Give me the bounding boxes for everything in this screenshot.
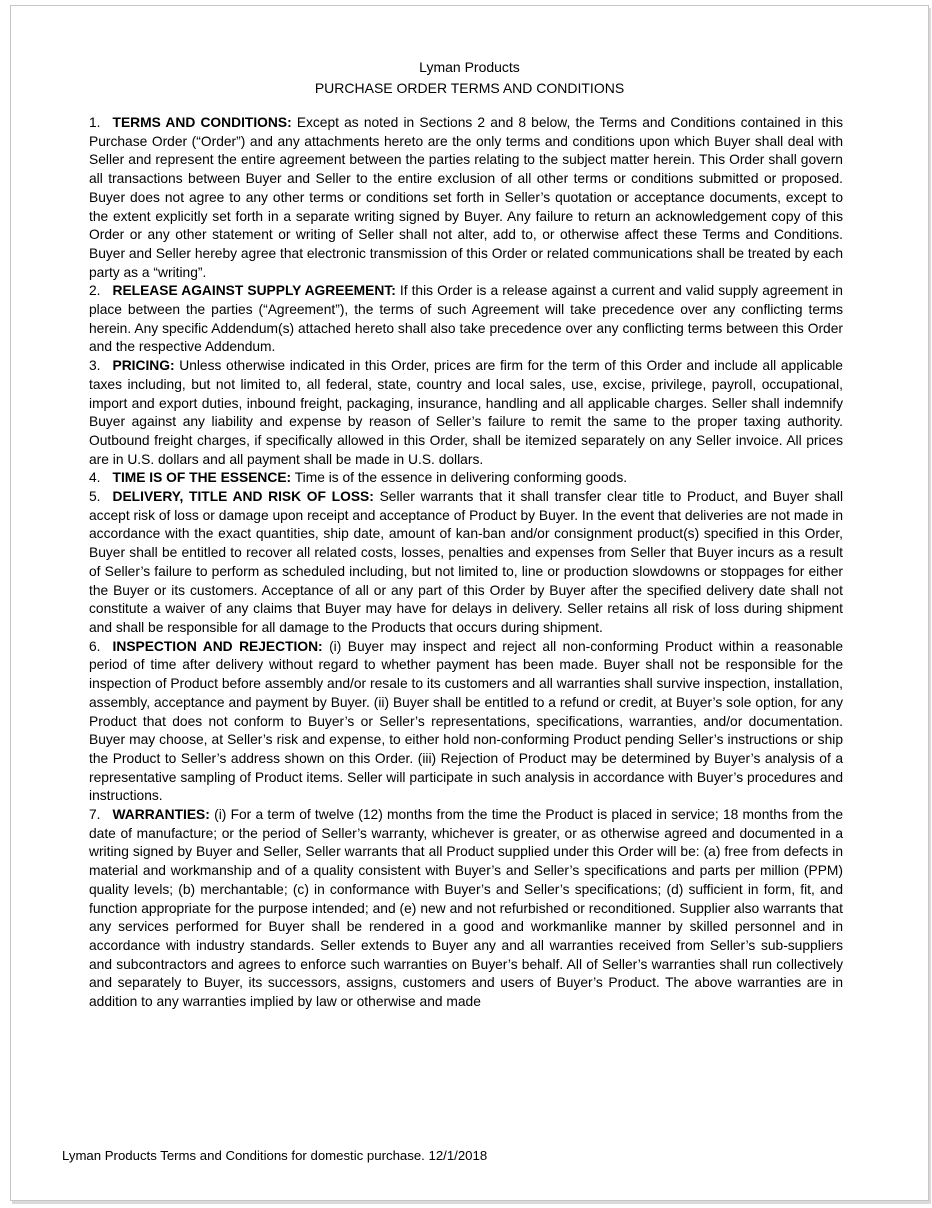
section-heading: TIME IS OF THE ESSENCE: <box>112 470 292 486</box>
section-release-against-supply-agreement <box>89 282 843 357</box>
section-number: 3. <box>89 358 101 374</box>
section-number: 6. <box>89 638 101 654</box>
section-warranties <box>89 806 843 1012</box>
section-number: 4. <box>89 470 101 486</box>
document-subtitle: PURCHASE ORDER TERMS AND CONDITIONS <box>314 80 625 96</box>
document-header <box>11 6 928 99</box>
section-pricing <box>89 357 843 469</box>
section-body-text: Seller warrants that it shall transfer clear title to Product, and Buyer shall accept risk of loss or damage upon receipt and acceptance of Product by Buyer. In the event that deliveries are not made in accordance with the exact quantities, ship date, amount of kan-ban and/or consignment product(s) specified in this Order, Buyer shall be entitled to recover all related costs, losses, penalties and expenses from Seller that Buyer incurs as a result of Seller’s failure to perform as scheduled including, but not limited to, line or production slowdowns or stoppages for either the Buyer or its customers. Acceptance of all or any part of this Order by Buyer after the specified delivery date shall not constitute a waiver of any claims that Buyer may have for delays in delivery. Seller retains all risk of loss during shipment and shall be responsible for all damage to the Products that occurs during shipment. <box>89 489 844 635</box>
section-heading: DELIVERY, TITLE AND RISK OF LOSS: <box>112 489 374 505</box>
document-body <box>11 114 928 1012</box>
section-heading: RELEASE AGAINST SUPPLY AGREEMENT: <box>112 283 396 299</box>
section-time-is-of-the-essence <box>89 469 843 488</box>
section-delivery-title-risk-of-loss <box>89 488 843 638</box>
section-number: 5. <box>89 489 101 505</box>
section-body-text: Unless otherwise indicated in this Order, prices are firm for the term of this Order and include all applicable taxes including, but not limited to, all federal, state, country and local sales, use, excise, privilege, payroll, occupational, import and export duties, inbound freight, packaging, insurance, handling and all applicable charges. Seller shall indemnify Buyer against any liability and expense by reason of Seller’s failure to remit the same to the proper taxing authority. Outbound freight charges, if specifically allowed in this Order, shall be itemized separately on any Seller invoice. All prices are in U.S. dollars and all payment shall be made in U.S. dollars. <box>89 358 843 467</box>
section-number: 7. <box>89 807 101 823</box>
page-footer: Lyman Products Terms and Conditions for domestic purchase. 12/1/2018 <box>62 1148 488 1163</box>
section-body-text: (i) For a term of twelve (12) months from the time the Product is placed in service; 18 months from the date of manufacture; or the period of Seller’s warranty, whichever is greater, or as otherwise agreed and documented in a writing signed by Buyer and Seller, Seller warrants that all Product supplied under this Order will be: (a) free from defects in material and workmanship and of a quality consistent with Buyer’s and Seller’s specifications and parts per million (PPM) quality levels; (b) merchantable; (c) in conformance with Buyer’s and Seller’s specifications; (d) sufficient in form, fit, and function appropriate for the purpose intended; and (e) new and not refurbished or reconditioned. Supplier also warrants that any services performed for Buyer shall be rendered in a good and workmanlike manner by skilled personnel and in accordance with industry standards. Seller extends to Buyer any and all warranties received from Seller’s sub-suppliers and subcontractors and agrees to enforce such warranties on Buyer’s behalf. All of Seller’s warranties shall run collectively and separately to Buyer, its successors, assigns, customers and users of Buyer’s Product. The above warranties are in addition to any warranties implied by law or otherwise and made <box>89 807 843 1010</box>
document-title: Lyman Products <box>419 59 520 75</box>
section-number: 2. <box>89 283 101 299</box>
section-heading: PRICING: <box>112 358 175 374</box>
section-heading: WARRANTIES: <box>112 807 210 823</box>
section-body-text: Except as noted in Sections 2 and 8 below, the Terms and Conditions contained in this Purchase Order (“Order”) and any attachments hereto are the only terms and conditions upon which Buyer shall deal with Seller and represent the entire agreement between the parties relating to the subject matter herein. This Order shall govern all transactions between Buyer and Seller to the entire exclusion of all other terms or conditions submitted or proposed. Buyer does not agree to any other terms or conditions set forth in Seller’s quotation or acceptance documents, except to the extent explicitly set forth in a separate writing signed by Buyer. Any failure to return an acknowledgement copy of this Order or any other statement or writing of Seller shall not alter, add to, or otherwise affect these Terms and Conditions. Buyer and Seller hereby agree that electronic transmission of this Order or related communications shall be treated by each party as a “writing”. <box>89 115 843 280</box>
section-body-text: If this Order is a release against a current and valid supply agreement in place between the parties (“Agreement”), the terms of such Agreement will take precedence over any conflicting terms herein. Any specific Addendum(s) attached hereto shall also take precedence over any conflicting terms between this Order and the respective Addendum. <box>89 283 843 355</box>
section-body-text: (i) Buyer may inspect and reject all non-conforming Product within a reasonable period of time after delivery without regard to whether payment has been made. Buyer shall not be responsible for the inspection of Product before assembly and/or resale to its customers and all warranties shall survive inspection, installation, assembly, acceptance and payment by Buyer. (ii) Buyer shall be entitled to a refund or credit, at Buyer’s sole option, for any Product that does not conform to Buyer’s or Seller’s representations, specifications, warranties, and/or documentation. Buyer may choose, at Seller’s risk and expense, to either hold non-conforming Product pending Seller’s instructions or ship the Product to Seller’s address shown on this Order. (iii) Rejection of Product may be determined by Buyer’s analysis of a representative sampling of Product items. Seller will participate in such analysis in accordance with Buyer’s procedures and instructions. <box>89 638 843 804</box>
section-inspection-and-rejection <box>89 638 843 806</box>
section-number: 1. <box>89 115 101 130</box>
section-heading: INSPECTION AND REJECTION: <box>112 638 323 654</box>
document-page <box>10 5 929 1201</box>
section-body-text: Time is of the essence in delivering conforming goods. <box>294 470 628 486</box>
section-terms-and-conditions <box>89 114 843 282</box>
section-heading: TERMS AND CONDITIONS: <box>112 115 292 130</box>
